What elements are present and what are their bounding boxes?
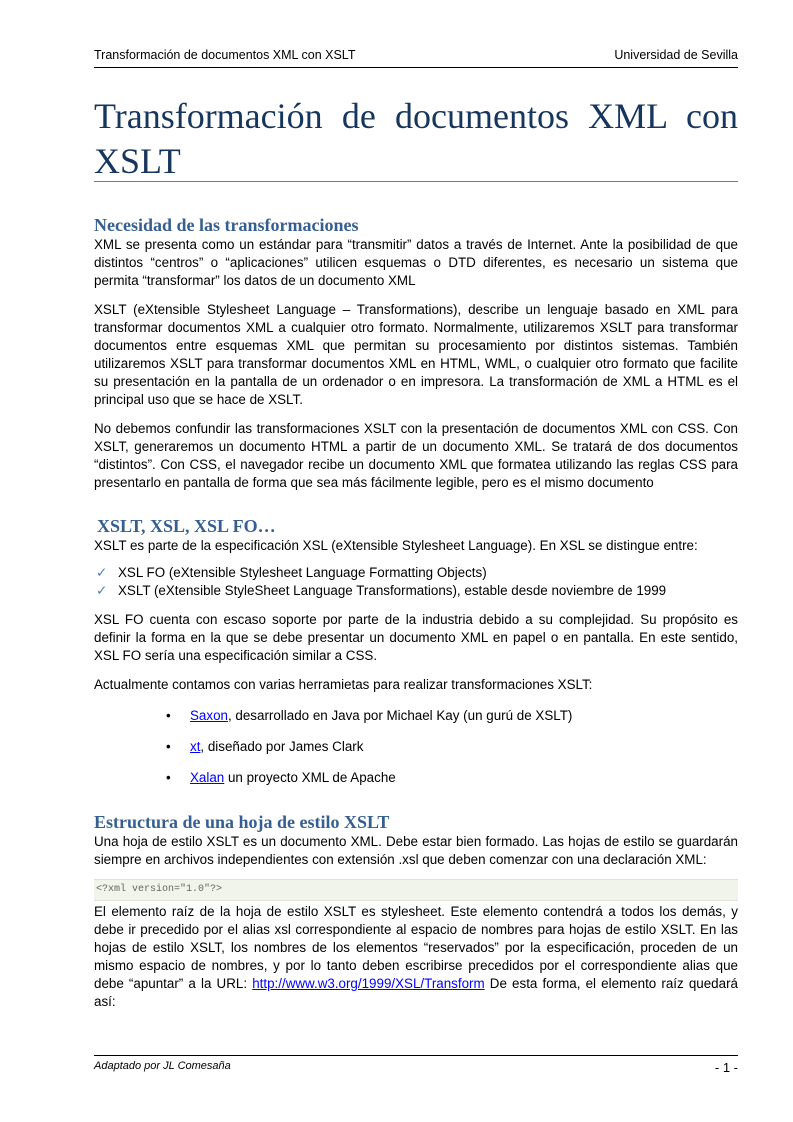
section-heading-2: XSLT, XSL, XSL FO…	[97, 516, 276, 536]
title-line1: Transformación de documentos XML con	[94, 96, 738, 136]
title-line2: XSLT	[94, 141, 181, 181]
page-footer	[94, 1060, 738, 1075]
code-block: <?xml version="1.0"?>	[94, 879, 738, 901]
check-list	[94, 564, 738, 600]
header-right: Universidad de Sevilla	[614, 48, 738, 62]
section-heading-1: Necesidad de las transformaciones	[94, 215, 359, 235]
header-rule	[94, 67, 738, 68]
list-item: ✓ XSLT (eXtensible StyleSheet Language Transformations), estable desde noviembre de 1999	[96, 583, 667, 598]
paragraph: Una hoja de estilo XSLT es un documento XML. Debe estar bien formado. Las hojas de estilo se guardarán siempre en archivos independientes con extensión .xsl que deben comenzar con una declaración XML:	[94, 834, 738, 867]
bullet-icon: •	[166, 708, 171, 723]
paragraph: XSLT (eXtensible Stylesheet Language – Transformations), describe un lenguaje basado en XML para transformar documentos XML a cualquier otro formato. Normalmente, utilizaremos XSLT para transformar documentos entre esquemas XML que permitan su procesamiento por distintos sistemas. También utilizaremos XSLT para transformar documentos XML en HTML, WML, o cualquier otro formato que facilite su presentación en la pantalla de un ordenador o en impresora. La transformación de XML a HTML es el principal uso que se hace de XSLT.	[94, 302, 738, 407]
paragraph: El elemento raíz de la hoja de estilo XSLT es stylesheet. Este elemento contendrá a todos los demás, y debe ir precedido por el alias xsl correspondiente al espacio de nombres para hojas de estilo XSLT. En las hojas de estilo XSLT, los nombres de los elementos “reservados” por la especificación, proceden de un mismo espacio de nombres, y por lo tanto deben escribirse precedidos por el correspondiente alias que debe “apuntar” a la URL: http://www.w3.org/1999/XSL/Transform De esta forma, el elemento raíz quedará así:	[94, 904, 738, 1009]
list-item: • Xalan un proyecto XML de Apache	[166, 770, 396, 785]
list-item: • xt, diseñado por James Clark	[166, 739, 364, 754]
section-heading-3: Estructura de una hoja de estilo XSLT	[94, 812, 390, 832]
footer-author: Adaptado por JL Comesaña	[94, 1060, 231, 1072]
document-title	[94, 94, 738, 184]
xt-link[interactable]: xt	[190, 739, 201, 754]
checkmark-icon: ✓	[96, 565, 108, 580]
header-left: Transformación de documentos XML con XSLT	[94, 48, 356, 62]
saxon-link[interactable]: Saxon	[190, 708, 228, 723]
list-item: ✓ XSL FO (eXtensible Stylesheet Language Formatting Objects)	[96, 565, 487, 580]
paragraph: XML se presenta como un estándar para “transmitir” datos a través de Internet. Ante la posibilidad de que distintos “centros” o “aplicaciones” utilicen esquemas o DTD diferentes, es necesario un sistema que permita “transformar” los datos de un documento XML	[94, 237, 738, 288]
xslt-namespace-link[interactable]: http://www.w3.org/1999/XSL/Transform	[252, 976, 485, 991]
tools-list	[94, 707, 738, 787]
document-body	[94, 214, 738, 1022]
paragraph: No debemos confundir las transformaciones XSLT con la presentación de documentos XML con CSS. Con XSLT, generaremos un documento HTML a partir de un documento XML. Se tratará de dos documentos “distintos”. Con CSS, el navegador recibe un documento XML que formatea utilizando las reglas CSS para presentarlo en pantalla de forma que sea más fácilmente legible, pero es el mismo documento	[94, 421, 738, 490]
bullet-icon: •	[166, 770, 171, 785]
page-header	[94, 48, 738, 62]
paragraph: Actualmente contamos con varias herramietas para realizar transformaciones XSLT:	[94, 677, 593, 692]
paragraph: XSL FO cuenta con escaso soporte por parte de la industria debido a su complejidad. Su propósito es definir la forma en la que se debe presentar un documento XML en papel o en pantalla. En este sentido, XSL FO sería una especificación similar a CSS.	[94, 612, 738, 663]
footer-rule	[94, 1055, 738, 1056]
page-number: - 1 -	[714, 1060, 738, 1075]
title-rule	[94, 181, 738, 182]
bullet-icon: •	[166, 739, 171, 754]
xalan-link[interactable]: Xalan	[190, 770, 225, 785]
paragraph: XSLT es parte de la especificación XSL (eXtensible Stylesheet Language). En XSL se distingue entre:	[94, 538, 698, 553]
list-item: • Saxon, desarrollado en Java por Michael Kay (un gurú de XSLT)	[166, 708, 573, 723]
checkmark-icon: ✓	[96, 583, 108, 598]
